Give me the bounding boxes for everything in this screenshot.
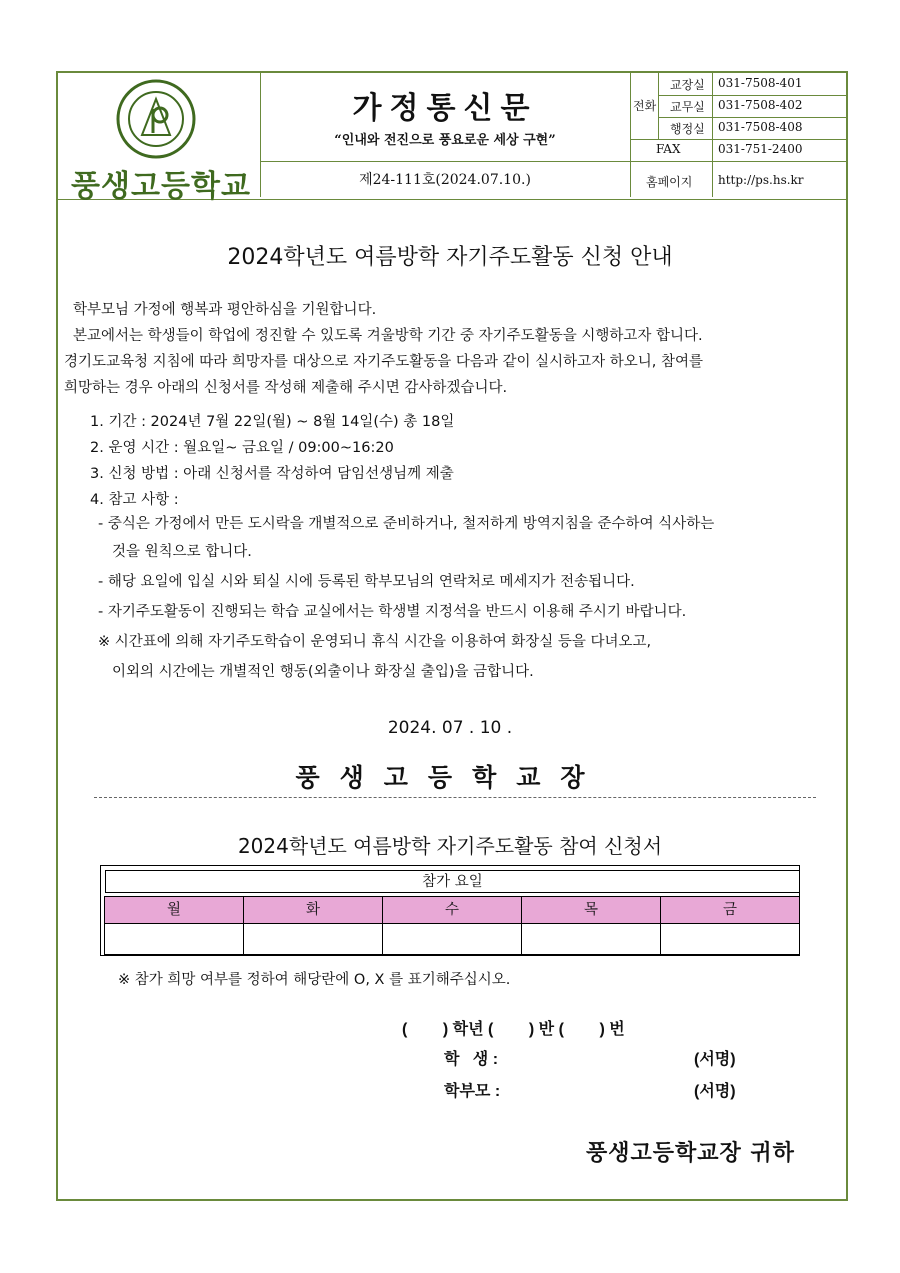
- title-cell: [260, 73, 631, 197]
- notice-item: 2. 운영 시간 : 월요일~ 금요일 / 09:00~16:20: [90, 440, 394, 456]
- newsletter-title: 가정통신문: [352, 91, 538, 126]
- notice-item: 4. 참고 사항 :: [90, 492, 179, 508]
- day-header-row: [105, 896, 800, 924]
- notice-date: 2024. 07 . 10 .: [387, 718, 513, 738]
- notice-note: ※ 시간표에 의해 자기주도학습이 운영되니 휴식 시간을 이용하여 화장실 등을 다녀오고,: [98, 634, 652, 650]
- cut-line: [94, 797, 816, 798]
- newsletter-header: [58, 73, 846, 204]
- school-motto: “인내와 전진으로 풍요로운 세상 구현”: [334, 133, 556, 148]
- notice-note: 이외의 시간에는 개별적인 행동(외출이나 화장실 출입)을 금합니다.: [112, 664, 534, 680]
- contact-label: 교무실: [670, 100, 705, 114]
- phone-label: 전화: [633, 99, 657, 113]
- notice-note: 것을 원칙으로 합니다.: [112, 544, 252, 560]
- contact-value: 031-7508-402: [718, 98, 803, 112]
- school-logo-name: 풍생고등학교: [71, 169, 251, 204]
- school-seal-icon: [116, 79, 196, 159]
- notice-item: 3. 신청 방법 : 아래 신청서를 작성하여 담임선생님께 제출: [90, 466, 454, 482]
- notice-note: - 자기주도활동이 진행되는 학습 교실에서는 학생별 지정석을 반드시 이용해 주시기 바랍니다.: [98, 604, 687, 620]
- class-line: ( ) 학년 ( ) 반 ( ) 번: [402, 1021, 625, 1038]
- contact-label: 행정실: [670, 122, 705, 136]
- contact-label: 교장실: [670, 78, 705, 92]
- student-sign-label: (서명): [694, 1051, 736, 1068]
- notice-item: 1. 기간 : 2024년 7월 22일(월) ~ 8월 14일(수) 총 18일: [90, 414, 455, 430]
- contact-value: 031-7508-401: [718, 76, 803, 90]
- school-logo-cell: [58, 73, 261, 204]
- contact-table: [630, 73, 846, 197]
- homepage-link[interactable]: http://ps.hs.kr: [718, 173, 804, 187]
- answer-cell-thu[interactable]: [521, 924, 661, 955]
- day-header-fri: 금: [660, 896, 800, 924]
- fax-value: 031-751-2400: [718, 142, 803, 156]
- notice-note: - 중식은 가정에서 만든 도시락을 개별적으로 준비하거나, 철저하게 방역지침을 준수하여 식사하는: [98, 516, 715, 532]
- form-title: 2024학년도 여름방학 자기주도활동 참여 신청서: [237, 834, 663, 858]
- contact-value: 031-7508-408: [718, 120, 803, 134]
- day-header-thu: 목: [521, 896, 661, 924]
- intro-line: 학부모님 가정에 행복과 평안하심을 기원합니다.: [73, 302, 377, 318]
- student-label: 학 생 :: [444, 1051, 499, 1068]
- parent-label: 학부모 :: [444, 1083, 501, 1100]
- table-header: 참가 요일: [105, 870, 800, 893]
- notice-title: 2024학년도 여름방학 자기주도활동 신청 안내: [227, 245, 673, 270]
- fax-label: FAX: [656, 142, 681, 156]
- issue-number: 제24-111호(2024.07.10.): [260, 161, 630, 198]
- principal-name: 풍생고등학교장: [295, 763, 605, 792]
- intro-line: 본교에서는 학생들이 학업에 정진할 수 있도록 겨울방학 기간 중 자기주도활동을 시행하고자 합니다.: [73, 328, 703, 344]
- day-header-mon: 월: [104, 896, 244, 924]
- parent-sign-label: (서명): [694, 1083, 736, 1100]
- answer-cell-wed[interactable]: [382, 924, 522, 955]
- addressee: 풍생고등학교장 귀하: [586, 1141, 795, 1166]
- day-header-wed: 수: [382, 896, 522, 924]
- answer-cell-tue[interactable]: [243, 924, 383, 955]
- intro-line: 경기도교육청 지침에 따라 희망자를 대상으로 자기주도활동을 다음과 같이 실시하고자 하오니, 참여를: [64, 354, 703, 370]
- intro-line: 희망하는 경우 아래의 신청서를 작성해 제출해 주시면 감사하겠습니다.: [64, 380, 508, 396]
- homepage-label: 홈페이지: [646, 175, 693, 189]
- answer-cell-fri[interactable]: [660, 924, 800, 955]
- answer-row: [105, 924, 800, 955]
- answer-cell-mon[interactable]: [104, 924, 244, 955]
- form-note: ※ 참가 희망 여부를 정하여 해당란에 O, X 를 표기해주십시오.: [118, 972, 511, 988]
- notice-note: - 해당 요일에 입실 시와 퇴실 시에 등록된 학부모님의 연락처로 메세지가 전송됩니다.: [98, 574, 635, 590]
- day-header-tue: 화: [243, 896, 383, 924]
